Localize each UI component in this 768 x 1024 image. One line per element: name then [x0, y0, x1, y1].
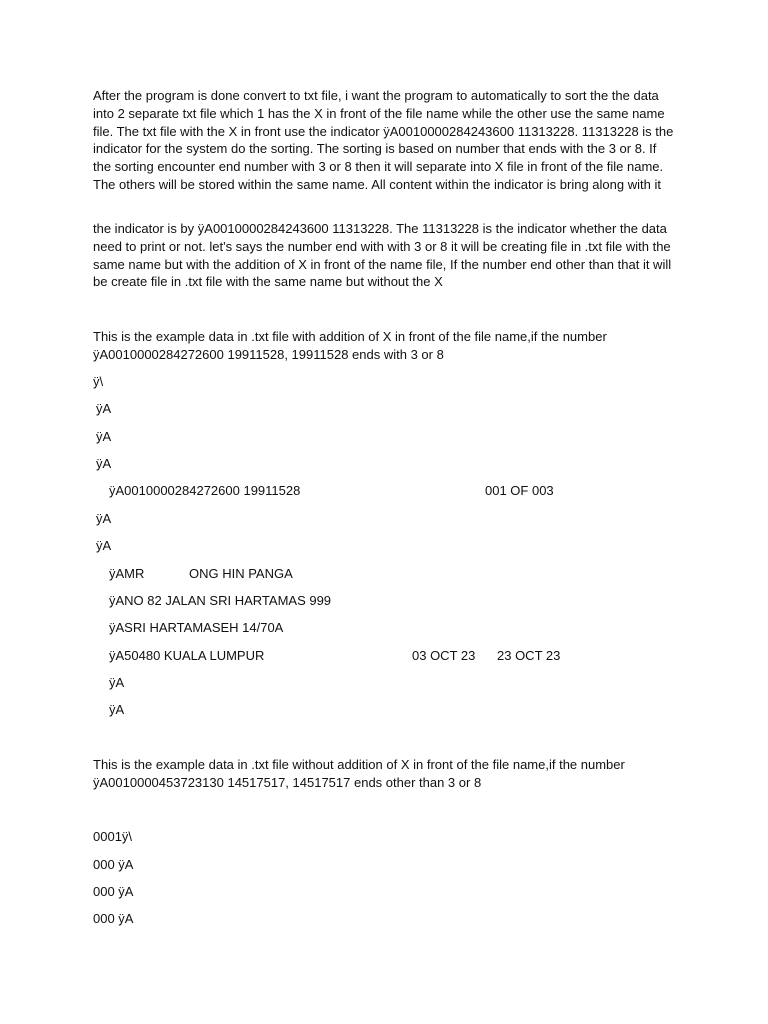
address-line: ÿA50480 KUALA LUMPUR [109, 648, 265, 663]
date-value: 23 OCT 23 [497, 648, 561, 663]
example-line: 000 ÿA [93, 911, 134, 926]
example-line: ÿA [96, 401, 112, 416]
example-line: 0001ÿ\ [93, 829, 133, 844]
customer-name: ONG HIN PANGA [189, 566, 293, 581]
example-line: ÿA [96, 538, 112, 553]
example-x-heading: This is the example data in .txt file with addition of X in front of the file name,if the number ÿA0010000284272600 19911528, 19911528 ends with 3 or 8 [93, 329, 607, 362]
example-line: ÿA [96, 456, 112, 471]
intro-paragraph: After the program is done convert to txt file, i want the program to automatically to sort the the data into 2 separate txt file which 1 has the X in front of the file name while the other use the same name file. The txt file with the X in front use the indicator ÿA0010000284243600 11313228. 11313228 is the indicator for the system do the sorting. The sorting is based on number that ends with the 3 or 8. If the sorting encounter end number with 3 or 8 then it will separate into X file in front of the file name. The others will be stored within the same name. All content within the indicator is bring along with it [93, 88, 674, 192]
example-line: ÿA [109, 702, 125, 717]
example-line: 000 ÿA [93, 884, 134, 899]
example-line: 000 ÿA [93, 857, 134, 872]
example-line: ÿA0010000284272600 19911528 [109, 483, 301, 498]
example-line: ÿ\ [93, 374, 104, 389]
date-value: 03 OCT 23 [412, 648, 476, 663]
example-line: ÿA [96, 511, 112, 526]
page-indicator: 001 OF 003 [485, 483, 554, 498]
indicator-paragraph: the indicator is by ÿA0010000284243600 11313228. The 11313228 is the indicator whether the data need to print or not. let's says the number end with with 3 or 8 it will be creating file in .txt file with the same name but with the addition of X in front of the name file, If the number end other than that it will be create file in .txt file with the same name but without the X [93, 221, 672, 290]
address-line: ÿASRI HARTAMASEH 14/70A [109, 620, 284, 635]
example-line: ÿA [109, 675, 125, 690]
example-line: ÿA [96, 429, 112, 444]
example-line: ÿAMR [109, 566, 145, 581]
address-line: ÿANO 82 JALAN SRI HARTAMAS 999 [109, 593, 332, 608]
example-plain-heading: This is the example data in .txt file without addition of X in front of the file name,if the number ÿA0010000453723130 14517517, 14517517 ends other than 3 or 8 [93, 757, 625, 790]
